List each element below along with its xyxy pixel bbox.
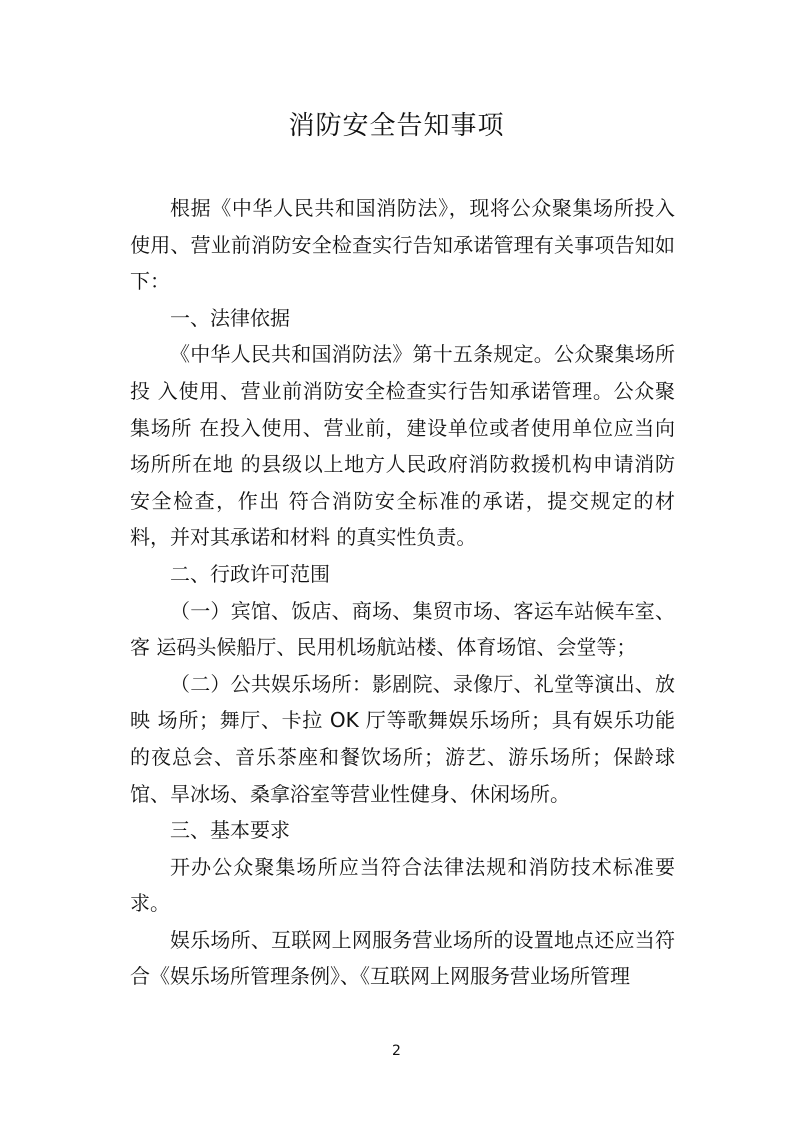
scope-item-1: （一）宾馆、饭店、商场、集贸市场、客运车站候车室、客 运码头候船厅、民用机场航站楼、体育场馆、会堂等； <box>130 598 675 660</box>
section-heading-basic-requirements: 三、基本要求 <box>170 818 290 843</box>
requirements-paragraph-1: 开办公众聚集场所应当符合法律法规和消防技术标准要求。 <box>130 854 675 916</box>
document-body <box>130 190 675 995</box>
scope-item-2: （二）公共娱乐场所：影剧院、录像厅、礼堂等演出、放映 场所；舞厅、卡拉 OK 厅等歌舞娱乐场所；具有娱乐功能的夜总会、音乐茶座和餐饮场所；游艺、游乐场所；保龄球馆、旱冰场、桑拿浴室等营业性健身、休闲场所。 <box>130 671 675 806</box>
section-heading-legal-basis: 一、法律依据 <box>170 305 290 330</box>
requirements-paragraph-2: 娱乐场所、互联网上网服务营业场所的设置地点还应当符合《娱乐场所管理条例》、《互联网上网服务营业场所管理 <box>130 927 675 989</box>
intro-paragraph: 根据《中华人民共和国消防法》，现将公众聚集场所投入使用、营业前消防安全检查实行告知承诺管理有关事项告知如下： <box>130 196 675 294</box>
page-number: 2 <box>392 1043 401 1059</box>
document-title: 消防安全告知事项 <box>288 111 505 141</box>
section-heading-permit-scope: 二、行政许可范围 <box>170 561 330 586</box>
legal-basis-paragraph: 《中华人民共和国消防法》第十五条规定。公众聚集场所投 入使用、营业前消防安全检查实行告知承诺管理。公众聚集场所 在投入使用、营业前，建设单位或者使用单位应当向场所所在地 的县级以上地方人民政府消防救援机构申请消防安全检查，作出 符合消防安全标准的承诺，提交规定的材料，并对其承诺和材料 的真实性负责。 <box>130 342 675 550</box>
